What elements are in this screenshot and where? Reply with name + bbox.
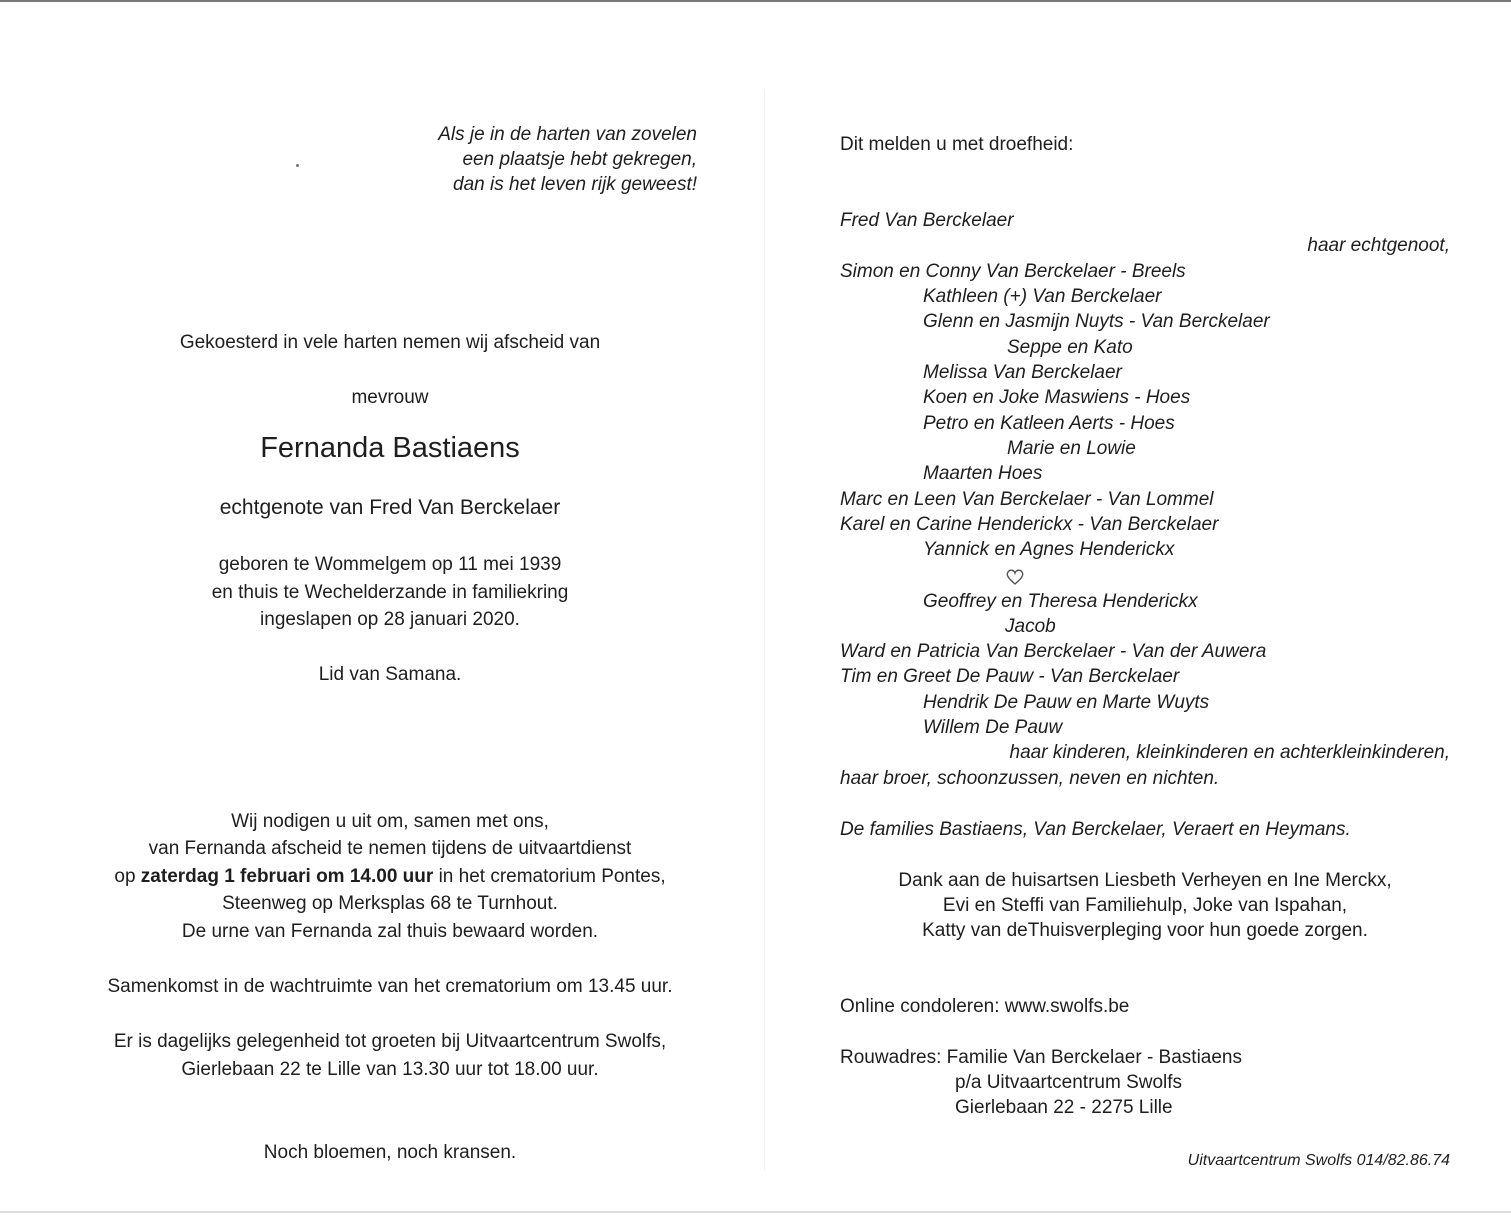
invite-line: De urne van Fernanda zal thuis bewaard worden. <box>181 921 599 942</box>
quote-line: een plaatsje hebt gekregen, <box>462 149 697 170</box>
family-line: Seppe en Kato <box>1007 337 1133 358</box>
family-line: Koen en Joke Maswiens - Hoes <box>923 387 1191 408</box>
online-condolence: Online condoleren: www.swolfs.be <box>840 996 1130 1017</box>
thanks-line: Dank aan de huisartsen Liesbeth Verheyen en Ine Merckx, <box>898 870 1392 891</box>
life-line: ingeslapen op 28 januari 2020. <box>260 609 520 630</box>
invite-line: Steenweg op Merksplas 68 te Turnhout. <box>222 893 558 914</box>
bottom-rule <box>0 1211 1511 1213</box>
family-line: Willem De Pauw <box>923 717 1063 738</box>
life-line: geboren te Wommelgem op 11 mei 1939 <box>218 554 562 575</box>
address-line: Gierlebaan 22 - 2275 Lille <box>955 1097 1173 1118</box>
children-role: haar kinderen, kleinkinderen en achterkleinkinderen, <box>1009 742 1450 763</box>
speck <box>296 164 299 167</box>
quote-line: Als je in de harten van zovelen <box>438 124 697 145</box>
thanks-line: Evi en Steffi van Familiehulp, Joke van Ispahan, <box>942 895 1348 916</box>
center-fold <box>764 90 765 1170</box>
invite-pre: op <box>114 866 141 887</box>
visit-line: Gierlebaan 22 te Lille van 13.30 uur tot 18.00 uur. <box>181 1059 599 1080</box>
farewell-intro: Gekoesterd in vele harten nemen wij afscheid van <box>179 332 601 353</box>
deceased-name: Fernanda Bastiaens <box>260 432 520 464</box>
family-line: Karel en Carine Henderickx - Van Berckelaer <box>840 514 1219 535</box>
family-line: Simon en Conny Van Berckelaer - Breels <box>840 261 1186 282</box>
flowers-note: Noch bloemen, noch kransen. <box>263 1142 517 1163</box>
family-line: Petro en Katleen Aerts - Hoes <box>923 413 1175 434</box>
honorific: mevrouw <box>351 387 429 408</box>
visit-line: Er is dagelijks gelegenheid tot groeten bij Uitvaartcentrum Swolfs, <box>113 1031 667 1052</box>
family-line: Marc en Leen Van Berckelaer - Van Lommel <box>840 489 1214 510</box>
invite-line-datetime <box>70 864 710 889</box>
address-line: Rouwadres: Familie Van Berckelaer - Bastiaens <box>840 1047 1242 1068</box>
gathering-note: Samenkomst in de wachtruimte van het crematorium om 13.45 uur. <box>107 976 673 997</box>
invite-line: van Fernanda afscheid te nemen tijdens de uitvaartdienst <box>148 838 632 859</box>
invite-line: Wij nodigen u uit om, samen met ons, <box>231 811 549 832</box>
invite-post: in het crematorium Pontes, <box>433 866 666 887</box>
heart-icon <box>1005 567 1025 587</box>
siblings-line: haar broer, schoonzussen, neven en nichten. <box>840 768 1220 789</box>
family-line: Marie en Lowie <box>1007 438 1136 459</box>
address-line: p/a Uitvaartcentrum Swolfs <box>955 1072 1183 1093</box>
family-line: Tim en Greet De Pauw - Van Berckelaer <box>840 666 1180 687</box>
family-line: Melissa Van Berckelaer <box>923 362 1122 383</box>
family-line: Kathleen (+) Van Berckelaer <box>923 286 1162 307</box>
thanks-line: Katty van deThuisverpleging voor hun goede zorgen. <box>922 920 1368 941</box>
membership: Lid van Samana. <box>318 664 462 685</box>
spouse-line: echtgenote van Fred Van Berckelaer <box>219 496 561 519</box>
top-rule <box>0 0 1511 2</box>
family-line: Maarten Hoes <box>923 463 1043 484</box>
husband-name: Fred Van Berckelaer <box>840 210 1014 231</box>
family-line: Hendrik De Pauw en Marte Wuyts <box>923 692 1210 713</box>
family-line: Geoffrey en Theresa Henderickx <box>923 591 1198 612</box>
family-line: Ward en Patricia Van Berckelaer - Van der Auwera <box>840 641 1267 662</box>
family-line: Glenn en Jasmijn Nuyts - Van Berckelaer <box>923 311 1270 332</box>
families-line: De families Bastiaens, Van Berckelaer, Veraert en Heymans. <box>840 819 1351 840</box>
service-datetime: zaterdag 1 februari om 14.00 uur <box>140 866 434 887</box>
family-line: Jacob <box>1005 616 1056 637</box>
funeral-home-footer: Uitvaartcentrum Swolfs 014/82.86.74 <box>1187 1152 1450 1169</box>
life-line: en thuis te Wechelderzande in familiekring <box>211 582 569 603</box>
family-line: Yannick en Agnes Henderickx <box>923 539 1175 560</box>
quote-line: dan is het leven rijk geweest! <box>453 174 697 195</box>
husband-role: haar echtgenoot, <box>1307 235 1450 256</box>
announce-line: Dit melden u met droefheid: <box>840 134 1074 155</box>
